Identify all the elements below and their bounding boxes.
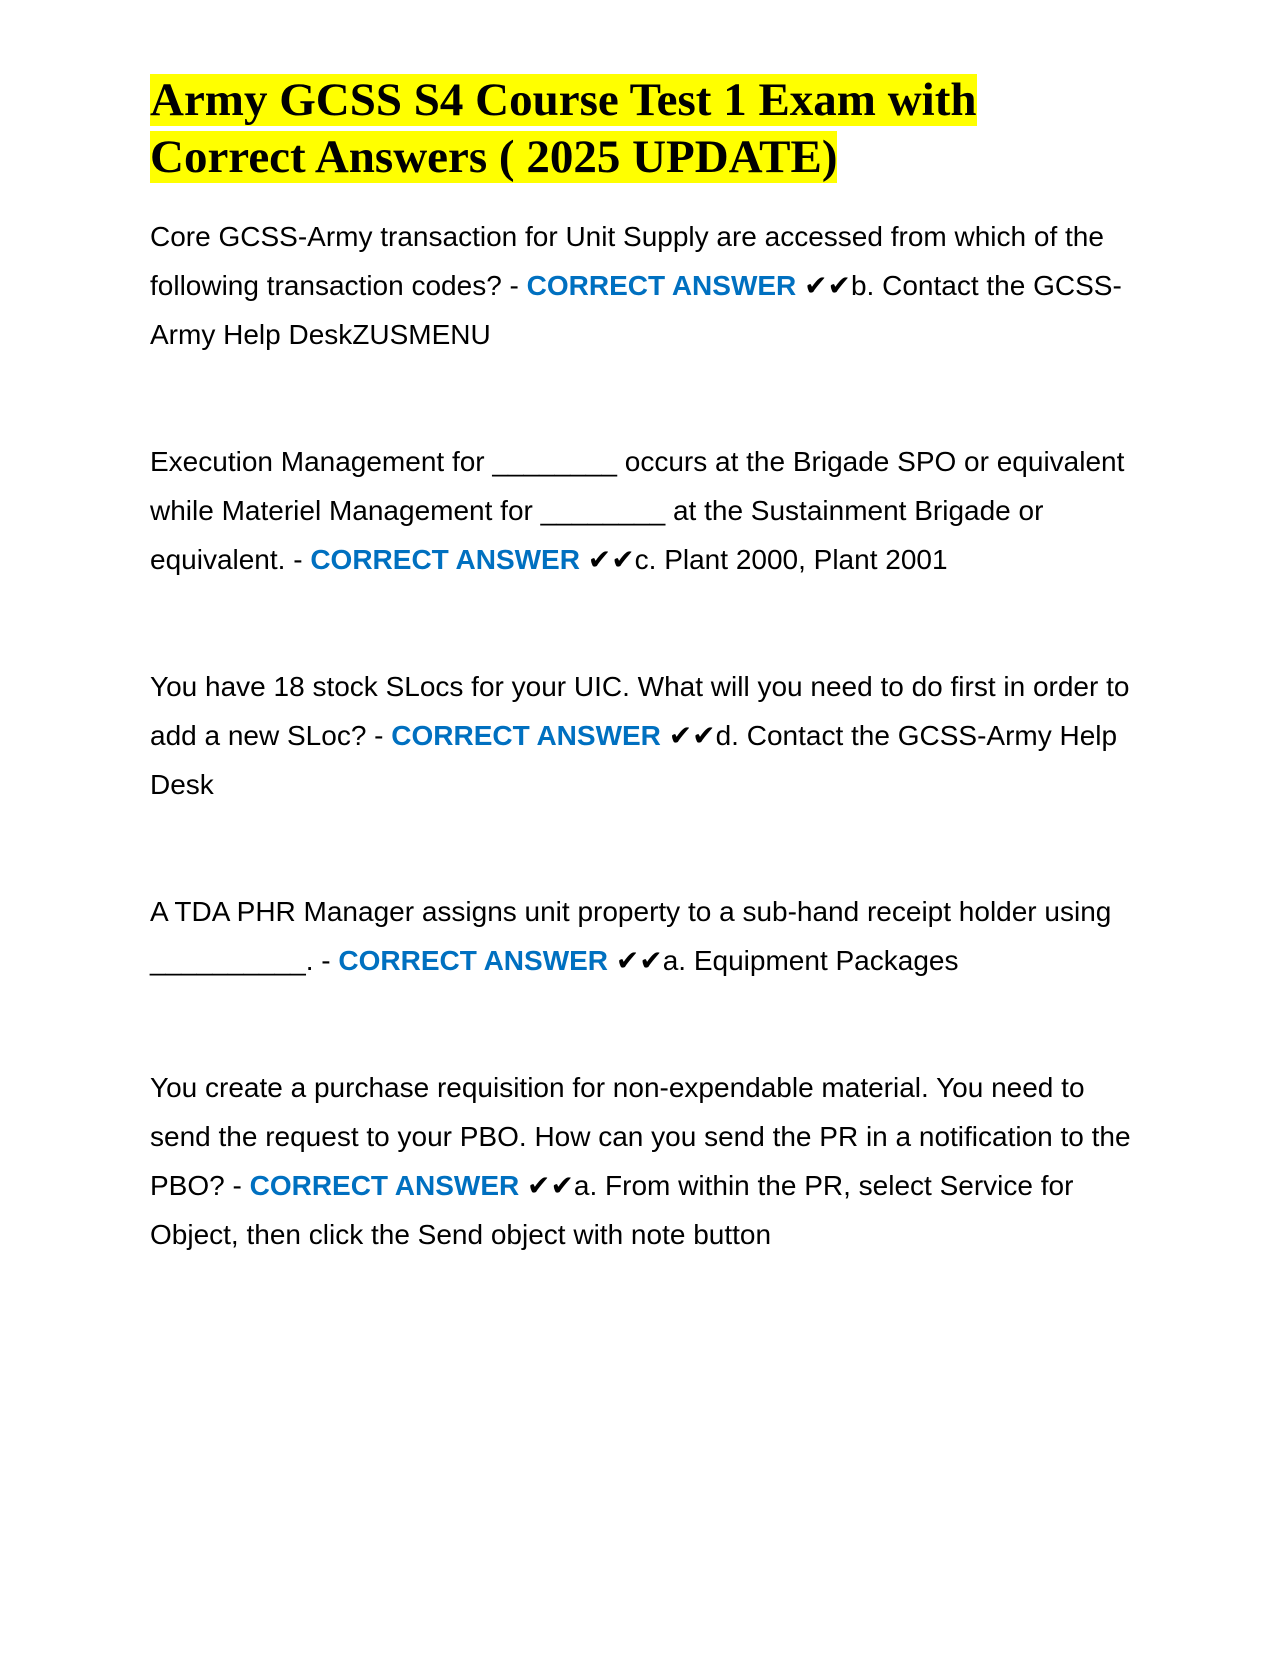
title-highlight: Army GCSS S4 Course Test 1 Exam with Correct Answers ( 2025 UPDATE) [150, 74, 977, 183]
qa-item-1 [150, 212, 1140, 359]
question-text: A TDA PHR Manager assigns unit property to a sub-hand receipt holder using __________. [150, 896, 1112, 976]
check-icon: ✔✔ [615, 945, 663, 976]
qa-item-2 [150, 437, 1140, 584]
document-content [150, 72, 1140, 1259]
answer-text: a. Equipment Packages [662, 945, 959, 976]
separator: - [313, 945, 339, 976]
correct-answer-label: CORRECT ANSWER [526, 270, 797, 301]
correct-answer-label: CORRECT ANSWER [391, 720, 661, 751]
correct-answer-label: CORRECT ANSWER [249, 1170, 520, 1201]
document-title [150, 72, 1140, 186]
question-text: You have 18 stock SLocs for your UIC. What will you need to do first in order to add a new SLoc? [150, 671, 1130, 751]
separator: - [366, 720, 392, 751]
qa-item-3 [150, 662, 1140, 809]
answer-text: b. Contact the GCSS-Army Help DeskZUSMENU [150, 270, 1122, 350]
separator: - [285, 544, 311, 575]
answer-text: c. Plant 2000, Plant 2001 [634, 544, 948, 575]
qa-item-5 [150, 1063, 1140, 1259]
answer-text: d. Contact the GCSS-Army Help Desk [150, 720, 1118, 800]
separator: - [224, 1170, 250, 1201]
check-icon: ✔✔ [527, 1170, 574, 1201]
check-icon: ✔✔ [804, 270, 851, 301]
answer-text: a. From within the PR, select Service for Object, then click the Send object with note button [150, 1170, 1074, 1250]
question-text: You create a purchase requisition for non-expendable material. You need to send the request to your PBO. How can you send the PR in a notification to the PBO? [150, 1072, 1131, 1201]
correct-answer-label: CORRECT ANSWER [310, 544, 580, 575]
check-icon: ✔✔ [668, 720, 716, 751]
question-text: Execution Management for ________ occurs at the Brigade SPO or equivalent while Materiel Management for ________ at the Sustainment Brigade or equivalent. [150, 446, 1125, 575]
separator: - [501, 270, 527, 301]
check-icon: ✔✔ [587, 544, 635, 575]
qa-item-4 [150, 887, 1140, 985]
question-text: Core GCSS-Army transaction for Unit Supply are accessed from which of the following transaction codes? [150, 221, 1104, 301]
correct-answer-label: CORRECT ANSWER [338, 945, 609, 976]
